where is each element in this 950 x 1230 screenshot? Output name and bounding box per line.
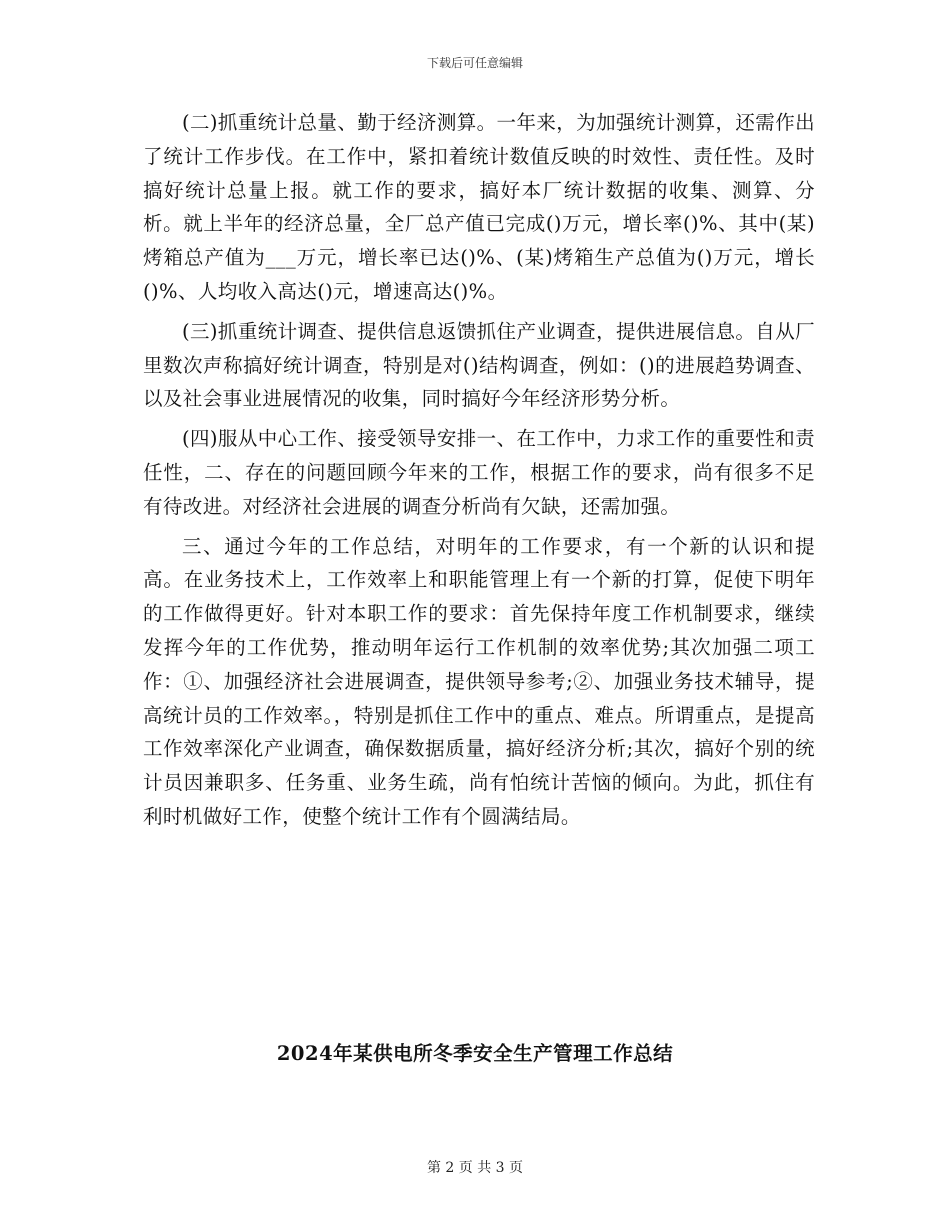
page-number: 第 2 页 共 3 页	[426, 1160, 524, 1176]
section-title: 2024年某供电所冬季安全生产管理工作总结	[276, 1042, 674, 1065]
paragraph-central-work: (四)服从中心工作、接受领导安排一、在工作中，力求工作的重要性和责任性，二、存在的问题回顾今年来的工作，根据工作的要求，尚有很多不足有待改进。对经济社会进展的调查分析尚有欠缺，还需加强。	[143, 427, 815, 518]
page-header: 下载后可任意编辑	[426, 56, 523, 70]
paragraph-statistics-survey: (三)抓重统计调查、提供信息返馈抓住产业调查，提供进展信息。自从厂里数次声称搞好统计调查，特别是对()结构调查，例如：()的进展趋势调查、以及社会事业进展情况的收集，同时搞好今年经济形势分析。	[143, 319, 815, 411]
paragraph-next-year-plan: 三、通过今年的工作总结，对明年的工作要求，有一个新的认识和提高。在业务技术上，工作效率上和职能管理上有一个新的打算，促使下明年的工作做得更好。针对本职工作的要求：首先保持年度工作机制要求，继续发挥今年的工作优势，推动明年运行工作机制的效率优势;其次加强二项工作：①、加强经济社会进展调查，提供领导参考;②、加强业务技术辅导，提高统计员的工作效率。，特别是抓住工作中的重点、难点。所谓重点，是提高工作效率深化产业调查，确保数据质量，搞好经济分析;其次，搞好个别的统计员因兼职多、任务重、业务生疏，尚有怕统计苦恼的倾向。为此，抓住有利时机做好工作，使整个统计工作有个圆满结局。	[143, 534, 815, 828]
document-body	[143, 106, 815, 840]
paragraph-statistics-total: (二)抓重统计总量、勤于经济测算。一年来，为加强统计测算，还需作出了统计工作步伐。在工作中，紧扣着统计数值反映的时效性、责任性。及时搞好统计总量上报。就工作的要求，搞好本厂统计数据的收集、测算、分析。就上半年的经济总量，全厂总产值已完成()万元，增长率()%、其中(某)烤箱总产值为___万元，增长率已达()%、(某)烤箱生产总值为()万元，增长()%、人均收入高达()元，增速高达()%。	[143, 111, 815, 303]
